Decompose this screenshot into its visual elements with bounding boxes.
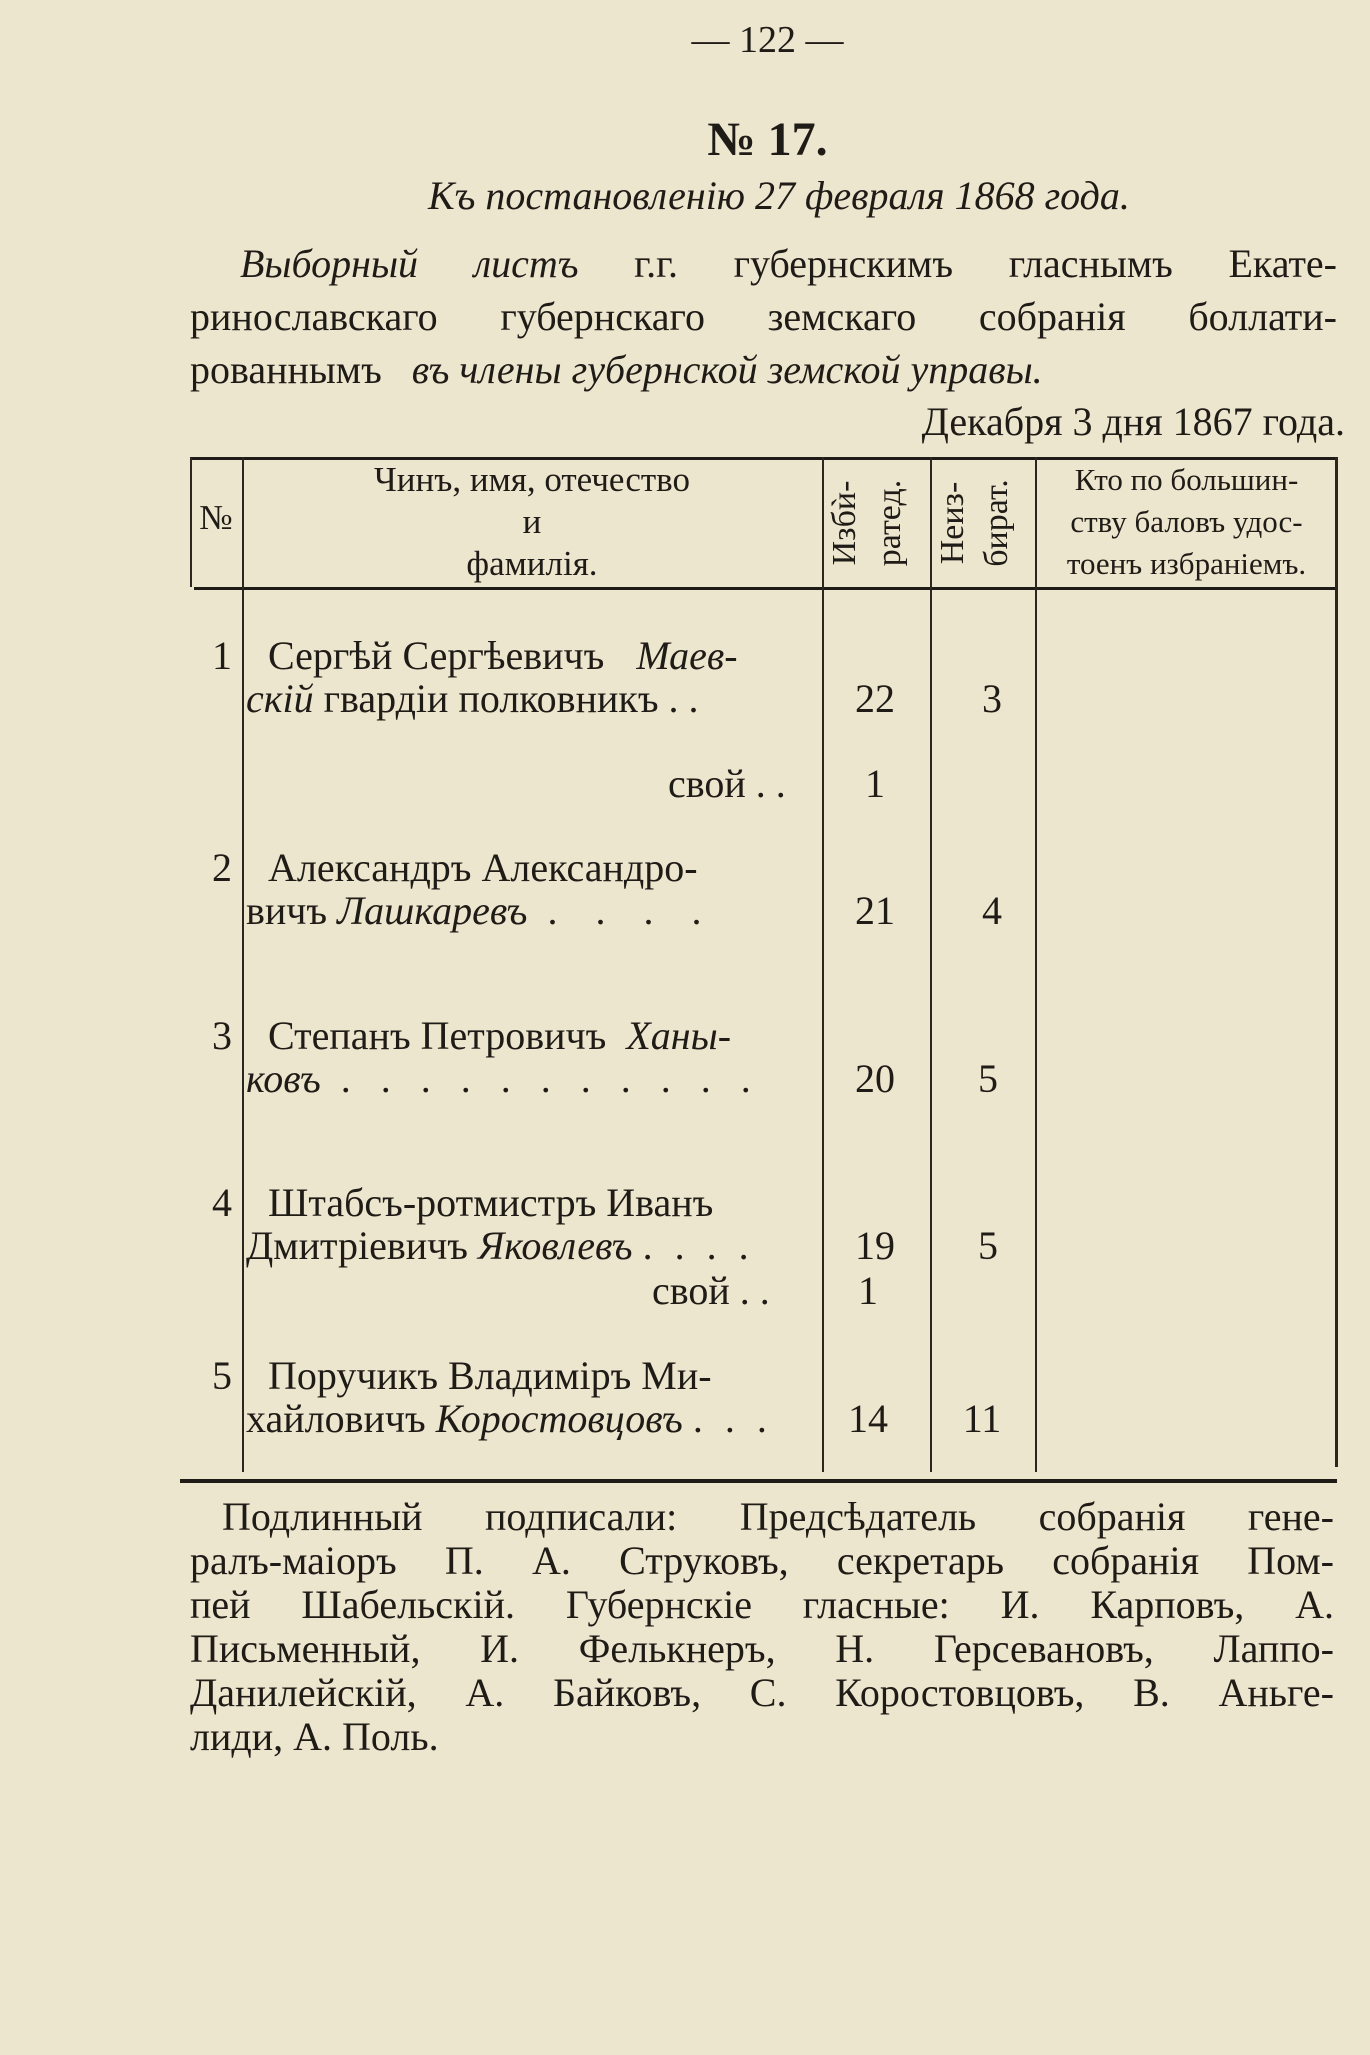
page-number: — 122 — bbox=[691, 19, 844, 61]
votes-for: 21 bbox=[855, 888, 895, 933]
row-surname-part: ковъ bbox=[246, 1056, 321, 1101]
signatures-block bbox=[190, 1494, 1334, 1759]
row-name-line-1: Поручикъ Владиміръ Ми- bbox=[268, 1353, 712, 1398]
row-surname-part: Лашкаревъ bbox=[337, 888, 528, 933]
row-name-line-2 bbox=[246, 675, 699, 722]
votes-against: 5 bbox=[978, 1056, 998, 1101]
intro-line-1-italic: Выборный листъ bbox=[240, 241, 579, 286]
col-sep-3 bbox=[930, 457, 932, 1472]
intro-line-2: ринославскаго губернскаго земскаго собранія боллати- bbox=[190, 294, 1337, 339]
signatures-line-6: лиди, А. Поль. bbox=[190, 1714, 439, 1759]
table-header-rule bbox=[194, 587, 1337, 590]
signatures-line-4: Письменный, И. Фелькнеръ, Н. Герсевановъ, Лаппо- bbox=[190, 1626, 1334, 1671]
row-number: 2 bbox=[212, 845, 232, 890]
header-name-3: фамилія. bbox=[466, 544, 598, 583]
signatures-line-5: Данилейскій, А. Байковъ, С. Коростовцовъ, В. Аньге- bbox=[190, 1670, 1334, 1715]
signatures-line-1: Подлинный подписали: Предсѣдатель собранія гене- bbox=[222, 1494, 1334, 1539]
row-surname-part: Коростовцовъ bbox=[435, 1396, 683, 1441]
row-rank: гвардіи полковникъ . . bbox=[323, 676, 699, 721]
document-number: № 17. bbox=[707, 113, 828, 166]
row-name-line-1 bbox=[268, 1012, 731, 1059]
signatures-line-2: ралъ-маіоръ П. А. Струковъ, секретарь собранія Пом- bbox=[190, 1538, 1334, 1583]
row-surname-part: скій bbox=[246, 676, 314, 721]
row-surname-part: Ханы- bbox=[626, 1013, 732, 1058]
header-nonelect-a: Неиз- bbox=[934, 481, 971, 565]
intro-line-3 bbox=[190, 346, 1043, 393]
votes-for: 22 bbox=[855, 676, 895, 721]
table-right-rule bbox=[1335, 457, 1338, 1467]
row-name-line-2 bbox=[246, 1222, 755, 1269]
header-name-2: и bbox=[522, 502, 542, 541]
row-dots: . . . . . . . . . . . bbox=[340, 1056, 761, 1101]
header-elect-b: ратед. bbox=[871, 479, 908, 567]
votes-for-extra: 1 bbox=[858, 1268, 878, 1313]
row-name-line-1: Штабсъ-ротмистръ Иванъ bbox=[268, 1180, 714, 1225]
signatures-line-3: пей Шабельскій. Губернскіе гласные: И. Карповъ, А. bbox=[190, 1582, 1334, 1627]
row-number: 4 bbox=[212, 1180, 232, 1225]
row-dots: . . . bbox=[692, 1396, 773, 1441]
row-surname-part: Маев- bbox=[636, 633, 738, 678]
intro-line-1 bbox=[240, 240, 1337, 287]
header-nonelect-b: бират. bbox=[978, 479, 1015, 567]
votes-for: 20 bbox=[855, 1056, 895, 1101]
row-number: 3 bbox=[212, 1013, 232, 1058]
header-majority-2: ству баловъ удос- bbox=[1070, 504, 1303, 539]
votes-against: 5 bbox=[978, 1223, 998, 1268]
votes-against: 3 bbox=[982, 676, 1002, 721]
row-name-line-2 bbox=[246, 1055, 761, 1102]
table-bottom-rule bbox=[180, 1479, 1337, 1483]
header-num: № bbox=[199, 498, 233, 537]
row-number: 5 bbox=[212, 1353, 232, 1398]
row-number: 1 bbox=[212, 633, 232, 678]
row-dots: . . . . bbox=[642, 1223, 755, 1268]
row-name-part: Дмитріевичъ bbox=[246, 1223, 468, 1268]
row-name-line-1: Александръ Александро- bbox=[268, 845, 698, 890]
results-table bbox=[190, 457, 1337, 1472]
intro-line-1-rest: г.г. губернскимъ гласнымъ Екате- bbox=[634, 241, 1337, 286]
row-extra-label: свой . . bbox=[652, 1268, 770, 1313]
header-name-1: Чинъ, имя, отечество bbox=[374, 460, 690, 499]
row-dots: . . . . bbox=[547, 888, 716, 933]
intro-line-3-a: рованнымъ bbox=[190, 347, 382, 392]
row-name-line-1 bbox=[268, 632, 738, 679]
col-sep-2 bbox=[822, 457, 824, 1472]
row-name-line-2 bbox=[246, 1395, 773, 1442]
row-surname-part: Яковлевъ bbox=[477, 1223, 633, 1268]
header-elect-a: Избѝ- bbox=[826, 480, 863, 566]
votes-for: 14 bbox=[848, 1396, 888, 1441]
votes-against: 11 bbox=[962, 1396, 1002, 1441]
intro-line-3-italic: въ члены губернской земской управы. bbox=[411, 347, 1043, 392]
votes-for-extra: 1 bbox=[865, 761, 885, 806]
header-majority-3: тоенъ избраніемъ. bbox=[1066, 546, 1307, 581]
subtitle: Къ постановленію 27 февраля 1868 года. bbox=[428, 173, 1130, 218]
row-extra-label: свой . . bbox=[668, 761, 786, 806]
votes-for: 19 bbox=[855, 1223, 895, 1268]
row-name-part: Сергѣй Сергѣевичъ bbox=[268, 633, 605, 678]
col-sep-4 bbox=[1035, 457, 1037, 1472]
col-sep-1 bbox=[242, 457, 244, 1472]
row-name-part: хайловичъ bbox=[246, 1396, 426, 1441]
votes-against: 4 bbox=[982, 888, 1002, 933]
row-name-part: Степанъ Петровичъ bbox=[268, 1013, 607, 1058]
row-name-part: вичъ bbox=[246, 888, 328, 933]
header-majority-1: Кто по большин- bbox=[1074, 462, 1299, 497]
row-name-line-2 bbox=[246, 887, 715, 934]
document-date: Декабря 3 дня 1867 года. bbox=[921, 399, 1345, 444]
